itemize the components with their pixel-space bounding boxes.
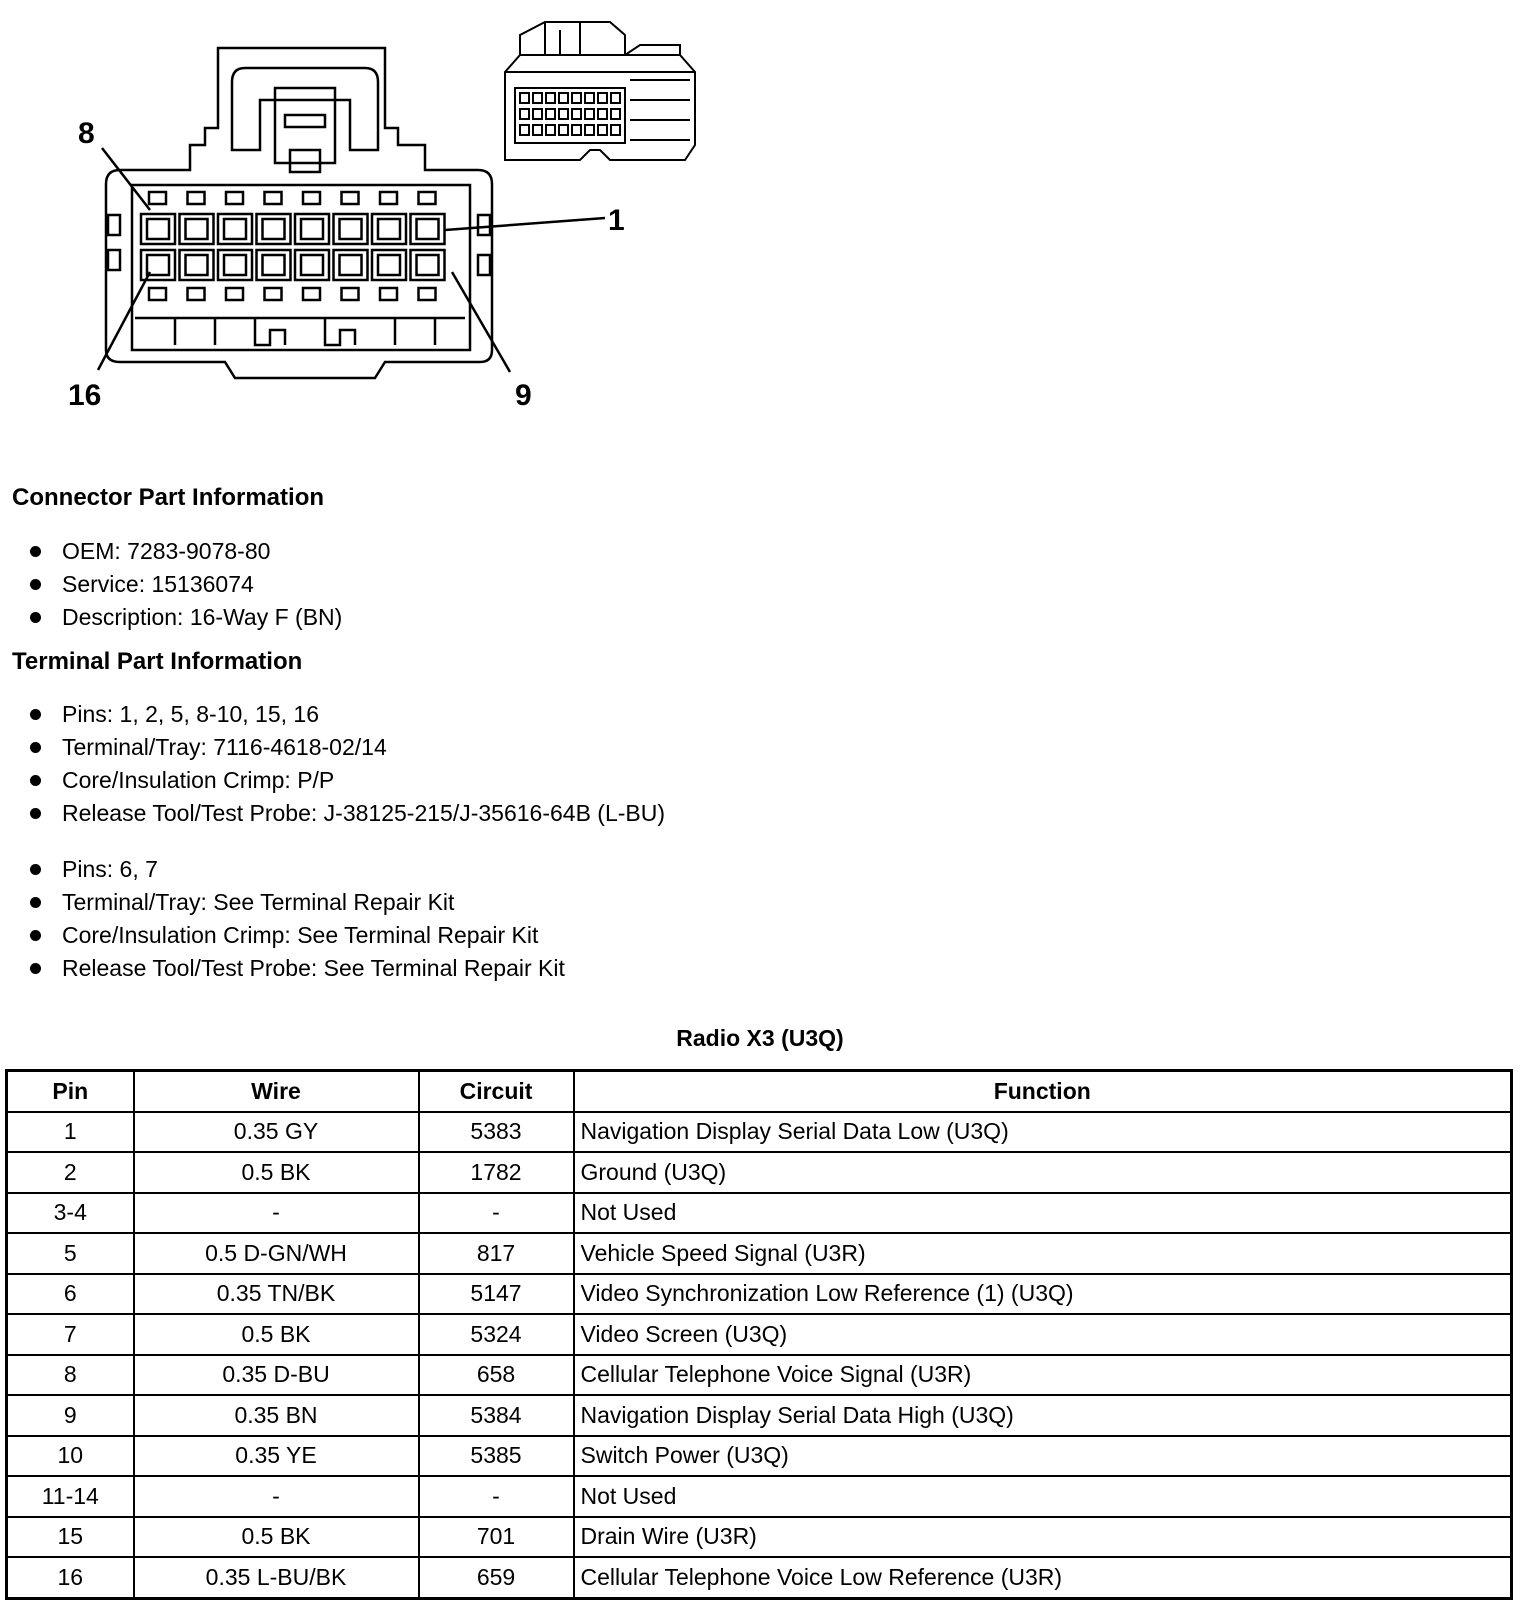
cavity-window (380, 192, 397, 204)
table-row (7, 1274, 1512, 1315)
column-header-wire: Wire (134, 1071, 419, 1112)
pin-label-8: 8 (78, 117, 95, 150)
function-cell: Drain Wire (U3R) (574, 1517, 1512, 1558)
circuit-cell: 817 (419, 1233, 574, 1274)
function-cell: Switch Power (U3Q) (574, 1436, 1512, 1477)
function-cell: Video Synchronization Low Reference (1) (U3Q) (574, 1274, 1512, 1315)
column-header-function: Function (574, 1071, 1512, 1112)
table-row (7, 1517, 1512, 1558)
cavity-window (303, 288, 320, 300)
list-item: Pins: 1, 2, 5, 8-10, 15, 16 (30, 698, 665, 731)
cavity-window (188, 288, 205, 300)
cavity-window (149, 288, 166, 300)
list-item: Pins: 6, 7 (30, 853, 565, 886)
circuit-cell: 5384 (419, 1395, 574, 1436)
terminal-part-information-heading: Terminal Part Information (12, 648, 303, 675)
table-row (7, 1557, 1512, 1598)
connector-part-information-heading: Connector Part Information (12, 484, 325, 511)
circuit-cell: 5385 (419, 1436, 574, 1477)
connector-latch (232, 68, 378, 150)
circuit-cell: - (419, 1193, 574, 1234)
wire-cell: 0.35 GY (134, 1112, 419, 1153)
pin-9-leader-line (452, 272, 510, 372)
cavity-window (419, 192, 436, 204)
connector-face-diagram (0, 0, 720, 420)
wire-cell: 0.5 BK (134, 1152, 419, 1193)
list-item: Terminal/Tray: 7116-4618-02/14 (30, 731, 665, 764)
cavity-window (380, 288, 397, 300)
list-item: Terminal/Tray: See Terminal Repair Kit (30, 886, 565, 919)
circuit-cell: 1782 (419, 1152, 574, 1193)
column-header-pin: Pin (7, 1071, 134, 1112)
function-cell: Not Used (574, 1193, 1512, 1234)
circuit-cell: 5383 (419, 1112, 574, 1153)
function-cell: Vehicle Speed Signal (U3R) (574, 1233, 1512, 1274)
pin-cell: 10 (7, 1436, 134, 1477)
connector-key-slots (135, 318, 465, 345)
function-cell: Navigation Display Serial Data High (U3Q) (574, 1395, 1512, 1436)
pin-label-9: 9 (515, 379, 532, 412)
table-row (7, 1355, 1512, 1396)
circuit-cell: 5147 (419, 1274, 574, 1315)
cavity-window (419, 288, 436, 300)
function-cell: Navigation Display Serial Data Low (U3Q) (574, 1112, 1512, 1153)
wire-cell: 0.5 BK (134, 1517, 419, 1558)
connector-cavities (141, 192, 445, 300)
function-cell: Not Used (574, 1476, 1512, 1517)
function-cell: Cellular Telephone Voice Low Reference (U3R) (574, 1557, 1512, 1598)
cavity-window (149, 192, 166, 204)
table-header-row (7, 1071, 1512, 1112)
cavity-window (265, 288, 282, 300)
connector-3d-thumbnail (505, 22, 695, 160)
wire-cell: 0.35 TN/BK (134, 1274, 419, 1315)
cavity-window (303, 192, 320, 204)
cavity-window (188, 192, 205, 204)
wire-cell: 0.35 YE (134, 1436, 419, 1477)
cavity-window (342, 192, 359, 204)
connector-part-information-list (30, 535, 342, 634)
cavity-window (226, 288, 243, 300)
wire-cell: 0.35 BN (134, 1395, 419, 1436)
wire-cell: 0.35 D-BU (134, 1355, 419, 1396)
pin-8-leader-line (102, 148, 150, 210)
table-row (7, 1476, 1512, 1517)
table-row (7, 1436, 1512, 1477)
column-header-circuit: Circuit (419, 1071, 574, 1112)
cavity-window (265, 192, 282, 204)
list-item: Core/Insulation Crimp: See Terminal Repair Kit (30, 919, 565, 952)
pin-cell: 11-14 (7, 1476, 134, 1517)
pin-cell: 16 (7, 1557, 134, 1598)
circuit-cell: 658 (419, 1355, 574, 1396)
pin-cell: 9 (7, 1395, 134, 1436)
pin-cell: 1 (7, 1112, 134, 1153)
cavity-window (226, 192, 243, 204)
table-row (7, 1314, 1512, 1355)
function-cell: Ground (U3Q) (574, 1152, 1512, 1193)
terminal-part-group-1 (30, 698, 665, 830)
pin-cell: 7 (7, 1314, 134, 1355)
table-row (7, 1193, 1512, 1234)
table-row (7, 1395, 1512, 1436)
list-item: Release Tool/Test Probe: See Terminal Repair Kit (30, 952, 565, 985)
table-row (7, 1152, 1512, 1193)
pinout-table-body (7, 1112, 1512, 1599)
circuit-cell: 701 (419, 1517, 574, 1558)
list-item: Core/Insulation Crimp: P/P (30, 764, 665, 797)
wire-cell: - (134, 1193, 419, 1234)
list-item: Service: 15136074 (30, 568, 342, 601)
table-title: Radio X3 (U3Q) (676, 1025, 844, 1051)
list-item: OEM: 7283-9078-80 (30, 535, 342, 568)
table-row (7, 1112, 1512, 1153)
table-row (7, 1233, 1512, 1274)
list-item: Description: 16-Way F (BN) (30, 601, 342, 634)
pin-cell: 8 (7, 1355, 134, 1396)
circuit-cell: 659 (419, 1557, 574, 1598)
pin-label-16: 16 (68, 379, 102, 412)
circuit-cell: - (419, 1476, 574, 1517)
function-cell: Cellular Telephone Voice Signal (U3R) (574, 1355, 1512, 1396)
pin-cell: 2 (7, 1152, 134, 1193)
wire-cell: 0.35 L-BU/BK (134, 1557, 419, 1598)
terminal-part-group-2 (30, 853, 565, 985)
function-cell: Video Screen (U3Q) (574, 1314, 1512, 1355)
pin-cell: 15 (7, 1517, 134, 1558)
pinout-table (5, 1069, 1513, 1600)
wire-cell: - (134, 1476, 419, 1517)
pin-cell: 3-4 (7, 1193, 134, 1234)
circuit-cell: 5324 (419, 1314, 574, 1355)
pin-label-1: 1 (608, 204, 625, 237)
pin-cell: 6 (7, 1274, 134, 1315)
wire-cell: 0.5 BK (134, 1314, 419, 1355)
cavity-window (342, 288, 359, 300)
list-item: Release Tool/Test Probe: J-38125-215/J-35616-64B (L-BU) (30, 797, 665, 830)
wire-cell: 0.5 D-GN/WH (134, 1233, 419, 1274)
pin-cell: 5 (7, 1233, 134, 1274)
